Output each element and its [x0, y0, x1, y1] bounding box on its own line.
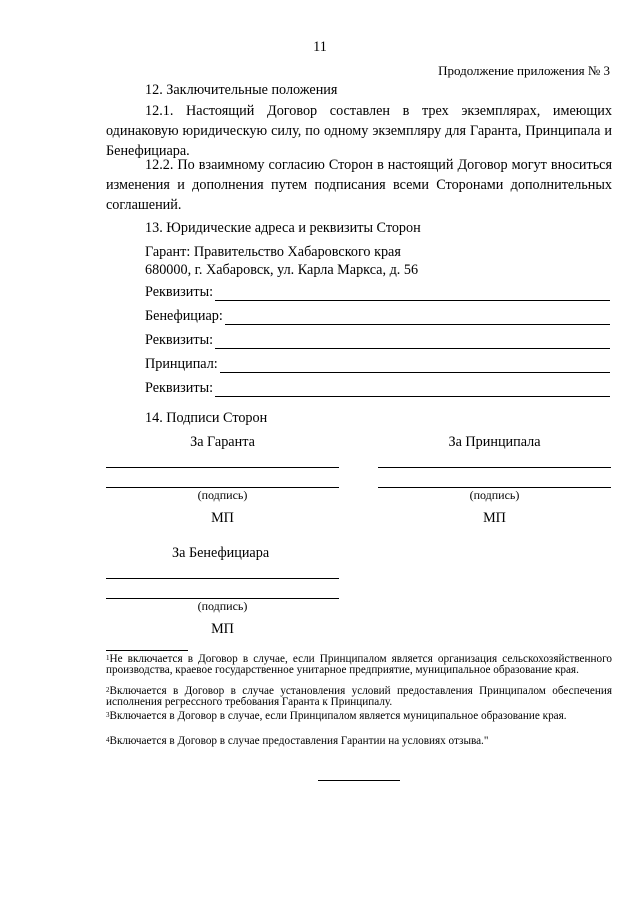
guarantor-signature-caption: (подпись): [197, 488, 248, 502]
section-12-title: 12. Заключительные положения: [145, 82, 338, 98]
footnote-separator: [106, 650, 188, 651]
beneficiary-signature-caption: (подпись): [197, 599, 248, 613]
beneficiary-row: [145, 305, 610, 325]
for-beneficiary-label: За Бенефициара: [172, 545, 270, 561]
fill-line: [215, 380, 610, 397]
appendix-continuation: Продолжение приложения № 3: [438, 63, 610, 78]
guarantor-stamp-mark: МП: [211, 510, 234, 526]
footnote-text: Не включается в Договор в случае, если Принципалом является организация сельскохозяйственного производства, краевое государственное унитарное предприятие, муниципальное образование края.: [106, 653, 612, 676]
footnote-4: [106, 736, 612, 747]
guarantor-address: 680000, г. Хабаровск, ул. Карла Маркса, д. 56: [145, 262, 419, 278]
footnote-text: Включается в Договор в случае предоставления Гарантии на условиях отзыва.": [109, 735, 489, 747]
end-of-document-line: [318, 780, 400, 781]
fill-line: [225, 308, 610, 325]
footnote-1: [106, 654, 612, 676]
paragraph-12-1: 12.1. Настоящий Договор составлен в трех экземплярах, имеющих одинаковую юридическую силу, по одному экземпляру для Гаранта, Принципала и Бенефициара.: [106, 103, 612, 159]
for-guarantor-label: За Гаранта: [190, 434, 255, 450]
row-label: Принципал:: [145, 356, 218, 372]
beneficiary-signature-line-1: [106, 578, 339, 579]
fill-line: [220, 356, 610, 373]
principal-stamp-mark: МП: [483, 510, 506, 526]
principal-signature-line-1: [378, 467, 611, 468]
footnote-mark: 4: [106, 736, 110, 744]
footnote-text: Включается в Договор в случае установления условий предоставления Принципалом обеспечения исполнения регрессного требования Гаранта к Принципалу.: [106, 685, 612, 708]
footnote-2: [106, 686, 612, 708]
row-label: Реквизиты:: [145, 332, 214, 348]
paragraph-12-2: 12.2. По взаимному согласию Сторон в настоящий Договор могут вноситься изменения и дополнения путем подписания всеми Сторонами дополнительных соглашений.: [106, 157, 612, 213]
section-13-title: 13. Юридические адреса и реквизиты Сторон: [145, 220, 421, 236]
row-label: Бенефициар:: [145, 308, 223, 324]
row-label: Реквизиты:: [145, 284, 214, 300]
row-label: Реквизиты:: [145, 380, 214, 396]
principal-signature-caption: (подпись): [469, 488, 520, 502]
beneficiary-stamp-mark: МП: [211, 621, 234, 637]
guarantor-name: Гарант: Правительство Хабаровского края: [145, 244, 401, 260]
footnote-mark: 1: [106, 654, 110, 662]
footnote-mark: 2: [106, 686, 110, 694]
principal-row: [145, 353, 610, 373]
fill-line: [215, 332, 610, 349]
for-principal-label: За Принципала: [448, 434, 541, 450]
section-14-title: 14. Подписи Сторон: [145, 410, 268, 426]
footnote-text: Включается в Договор в случае, если Принципалом является муниципальное образование края.: [109, 710, 567, 722]
guarantor-signature-line-1: [106, 467, 339, 468]
fill-line: [215, 284, 610, 301]
page-number: 11: [313, 39, 327, 55]
footnote-3: [106, 711, 612, 722]
requisites-row-beneficiary: [145, 329, 610, 349]
requisites-row-guarantor: [145, 281, 610, 301]
requisites-row-principal: [145, 377, 610, 397]
footnote-mark: 3: [106, 711, 110, 719]
